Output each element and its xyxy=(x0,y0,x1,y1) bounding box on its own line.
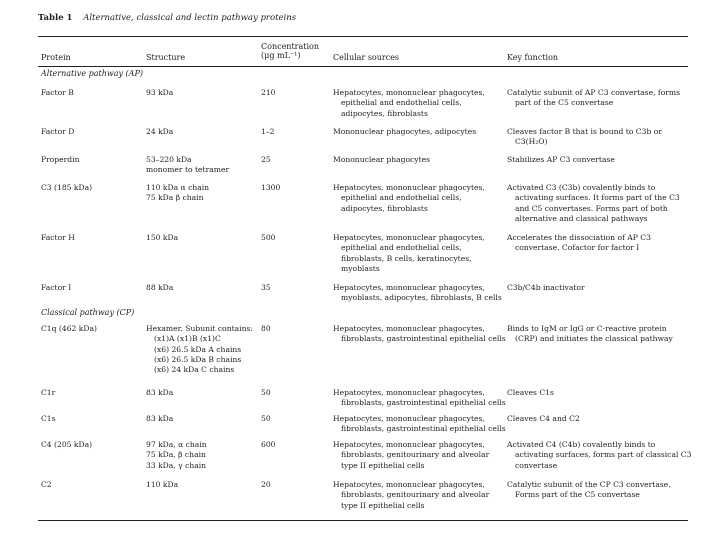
protein-name: C1q (462 kDa) xyxy=(41,324,97,333)
source-line: Hepatocytes, mononuclear phagocytes, xyxy=(333,324,485,333)
structure-cell xyxy=(146,480,254,490)
function-line: and C5 convertases. Forms part of both xyxy=(515,203,668,213)
protein-name: C2 xyxy=(41,480,52,489)
structure-line: 88 kDa xyxy=(146,283,174,292)
top-rule xyxy=(38,36,688,37)
sources-cell xyxy=(333,283,501,304)
source-line: Hepatocytes, mononuclear phagocytes, xyxy=(333,414,485,423)
structure-line: 110 kDa α chain xyxy=(146,183,210,192)
header-concentration-unit: (μg mL⁻¹) xyxy=(261,51,301,60)
source-line: Hepatocytes, mononuclear phagocytes, xyxy=(333,388,485,397)
structure-cell xyxy=(146,283,254,293)
concentration-value: 50 xyxy=(261,414,271,423)
structure-line: (x6) 26.5 kDa A chains xyxy=(154,344,242,354)
structure-line: Hexamer. Subunit contains: xyxy=(146,324,253,333)
source-line: fibroblasts, gastrointestinal epithelial cells xyxy=(341,398,506,408)
function-line: Forms part of the C5 convertase xyxy=(515,490,640,500)
table-title: Alternative, classical and lectin pathway proteins xyxy=(83,13,297,23)
protein-name: C1r xyxy=(41,388,56,397)
function-line: convertase xyxy=(515,460,558,470)
function-cell xyxy=(507,233,687,254)
header-function: Key function xyxy=(507,53,559,62)
header-rule xyxy=(38,66,688,67)
source-line: fibroblasts, gastrointestinal epithelial cells xyxy=(341,424,506,434)
function-line: Catalytic subunit of the CP C3 convertase. xyxy=(507,480,671,489)
sources-cell xyxy=(333,127,501,137)
source-line: Hepatocytes, mononuclear phagocytes, xyxy=(333,88,485,97)
concentration-value: 600 xyxy=(261,440,276,449)
sources-cell xyxy=(333,388,506,409)
structure-line: 33 kDa, γ chain xyxy=(146,460,207,470)
structure-cell xyxy=(146,233,254,243)
source-line: fibroblasts, genitourinary and alveolar xyxy=(341,450,490,460)
source-line: fibroblasts, B cells, keratinocytes, xyxy=(341,253,472,263)
function-line: Binds to IgM or IgG or C-reactive protein xyxy=(507,324,667,333)
source-line: fibroblasts, gastrointestinal epithelial cells xyxy=(341,334,506,344)
source-line: epithelial and endothelial cells, xyxy=(341,243,462,253)
structure-line: 110 kDa xyxy=(146,480,179,489)
protein-name: Factor D xyxy=(41,127,75,136)
source-line: myoblasts, adipocytes, fibroblasts, B cells xyxy=(341,293,502,303)
function-line: Activated C3 (C3b) covalently binds to xyxy=(507,183,656,192)
protein-name: Factor H xyxy=(41,233,75,242)
structure-line: monomer to tetramer xyxy=(146,165,230,175)
function-cell xyxy=(507,388,687,398)
structure-line: 97 kDa, α chain xyxy=(146,440,207,449)
structure-line: (x6) 24 kDa C chains xyxy=(154,365,235,375)
function-cell xyxy=(507,440,692,471)
structure-cell xyxy=(146,414,254,424)
function-line: activating surfaces. It forms part of the C3 xyxy=(515,193,680,203)
function-cell xyxy=(507,480,687,501)
function-line: Catalytic subunit of AP C3 convertase, forms xyxy=(507,88,681,97)
function-line: C3(H₂O) xyxy=(515,137,548,147)
function-line: Cleaves C1s xyxy=(507,388,554,397)
sources-cell xyxy=(333,440,501,471)
function-cell xyxy=(507,127,687,148)
function-cell xyxy=(507,414,687,424)
function-cell xyxy=(507,155,687,165)
concentration-value: 25 xyxy=(261,155,271,164)
source-line: Hepatocytes, mononuclear phagocytes, xyxy=(333,283,485,292)
structure-line: 75 kDa β chain xyxy=(146,193,204,203)
structure-line: 150 kDa xyxy=(146,233,179,242)
protein-name: C1s xyxy=(41,414,56,423)
concentration-value: 50 xyxy=(261,388,271,397)
structure-cell xyxy=(146,440,254,471)
source-line: type II epithelial cells xyxy=(341,500,425,510)
sources-cell xyxy=(333,88,501,119)
source-line: epithelial and endothelial cells, xyxy=(341,98,462,108)
source-line: adipocytes, fibroblasts xyxy=(341,108,428,118)
bottom-rule xyxy=(38,520,688,521)
source-line: Hepatocytes, mononuclear phagocytes, xyxy=(333,440,485,449)
header-concentration-line: Concentration xyxy=(261,42,320,51)
function-line: part of the C5 convertase xyxy=(515,98,614,108)
structure-cell xyxy=(146,324,254,375)
structure-line: 93 kDa xyxy=(146,88,174,97)
function-line: Cleaves C4 and C2 xyxy=(507,414,580,423)
header-concentration xyxy=(261,42,319,60)
sources-cell xyxy=(333,480,501,511)
concentration-value: 210 xyxy=(261,88,276,97)
sources-cell xyxy=(333,233,501,274)
header-structure: Structure xyxy=(146,53,186,62)
concentration-value: 1–2 xyxy=(261,127,275,136)
protein-name: Factor I xyxy=(41,283,72,292)
table-caption xyxy=(38,13,296,23)
concentration-value: 20 xyxy=(261,480,271,489)
concentration-value: 1300 xyxy=(261,183,281,192)
protein-name: C3 (185 kDa) xyxy=(41,183,93,192)
function-line: C3b/C4b inactivator xyxy=(507,283,585,292)
function-cell xyxy=(507,183,687,224)
source-line: adipocytes, fibroblasts xyxy=(341,203,428,213)
source-line: Hepatocytes, mononuclear phagocytes, xyxy=(333,183,485,192)
function-line: (CRP) and initiates the classical pathway xyxy=(515,334,673,344)
structure-line: (x1)A (x1)B (x1)C xyxy=(154,334,221,344)
function-line: activating surfaces, forms part of classical C3 xyxy=(515,450,692,460)
function-line: Stabilizes AP C3 convertase xyxy=(507,155,615,164)
structure-line: (x6) 26.5 kDa B chains xyxy=(154,354,242,364)
header-protein: Protein xyxy=(41,53,71,62)
structure-line: 53–220 kDa xyxy=(146,155,192,164)
source-line: Mononuclear phagocytes, adipocytes xyxy=(333,127,477,136)
structure-cell xyxy=(146,155,254,176)
structure-cell xyxy=(146,183,254,204)
concentration-value: 80 xyxy=(261,324,271,333)
structure-cell xyxy=(146,127,254,137)
concentration-value: 500 xyxy=(261,233,276,242)
source-line: Hepatocytes, mononuclear phagocytes, xyxy=(333,233,485,242)
table-label: Table 1 xyxy=(38,13,73,23)
source-line: fibroblasts, genitourinary and alveolar xyxy=(341,490,490,500)
section-title: Classical pathway (CP) xyxy=(41,308,135,317)
structure-line: 83 kDa xyxy=(146,388,174,397)
sources-cell xyxy=(333,183,501,214)
source-line: type II epithelial cells xyxy=(341,460,425,470)
function-line: Accelerates the dissociation of AP C3 xyxy=(507,233,651,242)
protein-name: Factor B xyxy=(41,88,74,97)
structure-cell xyxy=(146,88,254,98)
source-line: Mononuclear phagocytes xyxy=(333,155,431,164)
sources-cell xyxy=(333,155,501,165)
header-sources: Cellular sources xyxy=(333,53,400,62)
section-title: Alternative pathway (AP) xyxy=(41,69,143,78)
source-line: epithelial and endothelial cells, xyxy=(341,193,462,203)
function-line: convertase. Cofactor for factor I xyxy=(515,243,640,253)
protein-name: Properdin xyxy=(41,155,80,164)
protein-name: C4 (205 kDa) xyxy=(41,440,93,449)
structure-line: 24 kDa xyxy=(146,127,174,136)
function-line: Activated C4 (C4b) covalently binds to xyxy=(507,440,656,449)
sources-cell xyxy=(333,324,506,345)
function-cell xyxy=(507,88,687,109)
structure-line: 83 kDa xyxy=(146,414,174,423)
sources-cell xyxy=(333,414,506,435)
source-line: myoblasts xyxy=(341,263,380,273)
function-cell xyxy=(507,283,687,293)
function-cell xyxy=(507,324,687,345)
function-line: Cleaves factor B that is bound to C3b or xyxy=(507,127,662,136)
structure-cell xyxy=(146,388,254,398)
function-line: alternative and classical pathways xyxy=(515,213,648,223)
structure-line: 75 kDa, β chain xyxy=(146,450,206,460)
source-line: Hepatocytes, mononuclear phagocytes, xyxy=(333,480,485,489)
concentration-value: 35 xyxy=(261,283,271,292)
